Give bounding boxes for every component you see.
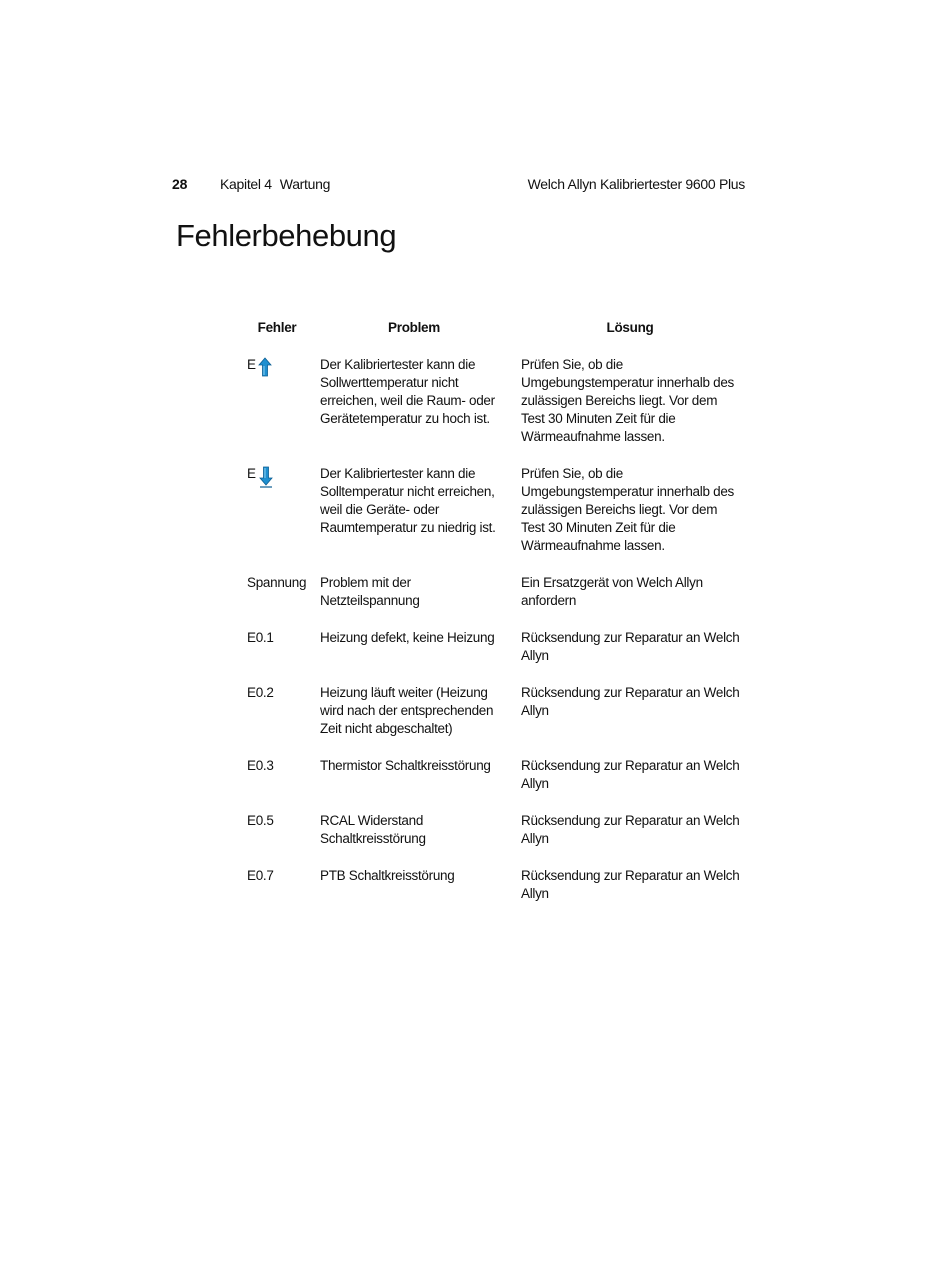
troubleshooting-table — [247, 318, 747, 922]
column-header-fehler: Fehler — [257, 320, 297, 335]
problem-cell: RCAL Widerstand Schaltkreisstörung — [320, 813, 426, 846]
page-title: Fehlerbehebung — [176, 218, 397, 253]
solution-cell: Ein Ersatzgerät von Welch Allyn anfordern — [521, 575, 703, 608]
problem-cell: Problem mit der Netzteilspannung — [320, 575, 420, 608]
table-row — [247, 574, 747, 610]
table-row — [247, 684, 747, 738]
error-code: E0.5 — [247, 813, 274, 828]
problem-cell: Heizung läuft weiter (Heizung wird nach der entsprechenden Zeit nicht abgeschaltet) — [320, 685, 494, 736]
error-code-cell — [247, 356, 319, 382]
error-code: E — [247, 466, 256, 481]
solution-cell: Rücksendung zur Reparatur an Welch Allyn — [521, 813, 740, 846]
solution-cell: Prüfen Sie, ob die Umgebungstemperatur innerhalb des zulässigen Bereichs liegt. Vor dem Test 30 Minuten Zeit für die Wärmeaufnahme lassen. — [521, 357, 734, 444]
error-code: E0.2 — [247, 685, 274, 700]
table-row — [247, 757, 747, 793]
chapter-label: Kapitel 4 — [220, 176, 272, 192]
table-header-row — [247, 318, 747, 346]
column-header-loesung: Lösung — [606, 320, 654, 335]
error-code: Spannung — [247, 575, 307, 590]
page-number: 28 — [172, 176, 188, 192]
problem-cell: Heizung defekt, keine Heizung — [320, 630, 495, 645]
table-row — [247, 629, 747, 665]
column-header-problem: Problem — [388, 320, 440, 335]
solution-cell: Rücksendung zur Reparatur an Welch Allyn — [521, 630, 740, 663]
problem-cell: Der Kalibriertester kann die Sollwerttemperatur nicht erreichen, weil die Raum- oder Gerätetemperatur zu hoch ist. — [320, 357, 495, 426]
solution-cell: Rücksendung zur Reparatur an Welch Allyn — [521, 758, 740, 791]
table-row — [247, 465, 747, 555]
problem-cell: Der Kalibriertester kann die Solltemperatur nicht erreichen, weil die Geräte- oder Raumtemperatur zu niedrig ist. — [320, 466, 496, 535]
solution-cell: Rücksendung zur Reparatur an Welch Allyn — [521, 868, 740, 901]
problem-cell: PTB Schaltkreisstörung — [320, 868, 455, 883]
arrow-up-icon — [258, 357, 272, 382]
error-code: E — [247, 357, 256, 372]
error-code: E0.1 — [247, 630, 274, 645]
chapter-name: Wartung — [279, 176, 331, 192]
chapter-header — [220, 176, 330, 192]
solution-cell: Prüfen Sie, ob die Umgebungstemperatur innerhalb des zulässigen Bereichs liegt. Vor dem Test 30 Minuten Zeit für die Wärmeaufnahme lassen. — [521, 466, 734, 553]
table-row — [247, 867, 747, 903]
error-code: E0.3 — [247, 758, 274, 773]
table-row — [247, 812, 747, 848]
problem-cell: Thermistor Schaltkreisstörung — [320, 758, 491, 773]
product-name: Welch Allyn Kalibriertester 9600 Plus — [527, 176, 745, 192]
solution-cell: Rücksendung zur Reparatur an Welch Allyn — [521, 685, 740, 718]
table-row — [247, 356, 747, 446]
error-code: E0.7 — [247, 868, 274, 883]
arrow-down-icon — [258, 466, 274, 493]
error-code-cell — [247, 465, 319, 493]
